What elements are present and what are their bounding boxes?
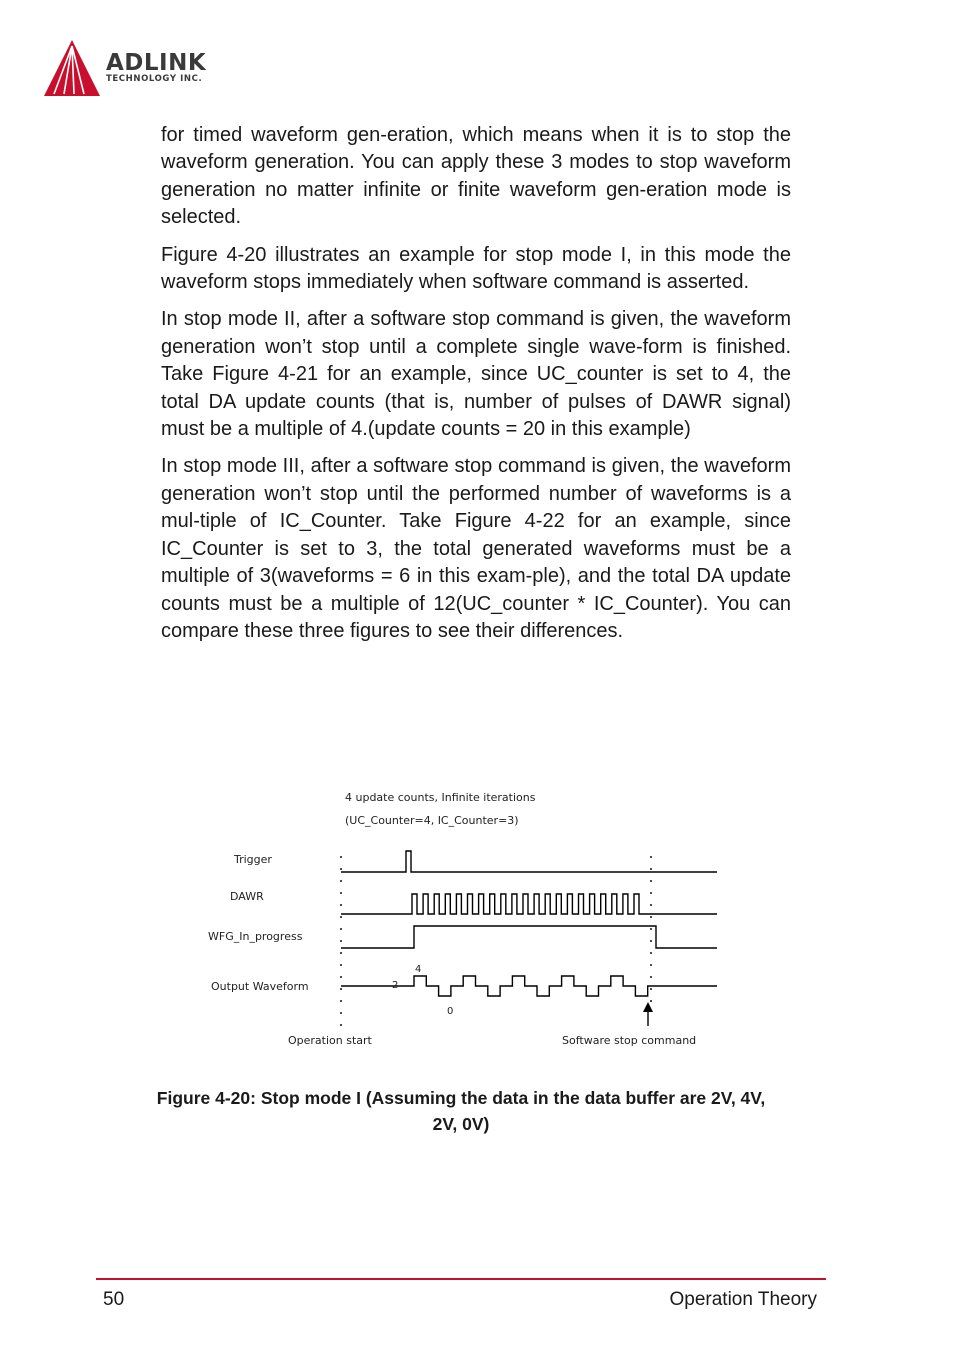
page-number: 50 bbox=[103, 1289, 125, 1310]
dawr-signal bbox=[341, 894, 717, 914]
trigger-signal bbox=[341, 851, 717, 872]
caption-line-1: Figure 4-20: Stop mode I (Assuming the data in the data buffer are 2V, 4V, bbox=[156, 1088, 766, 1108]
arrow-up-icon bbox=[643, 1002, 653, 1026]
label-trigger: Trigger bbox=[234, 853, 272, 866]
paragraph-3: In stop mode II, after a software stop command is given, the waveform generation won’t stop until a complete single wave-form is finished. Take Figure 4-21 for an example, since UC_counter is set to 4, the total DA update counts (that is, number of pulses of DAWR signal) must be a multiple of 4.(update counts = 20 in this example) bbox=[161, 308, 791, 441]
paragraph-4: In stop mode III, after a software stop command is given, the waveform generation won’t stop until the performed number of waveforms is a mul-tiple of IC_Counter. Take Figure 4-22 for an example, since IC_Counter is set to 3, the total generated waveforms must be a multiple of 3(waveforms = 6 in this exam-ple), and the total DA update counts must be a multiple of 12(UC_counter * IC_Counter). You can compare these three figures to see their differences. bbox=[161, 455, 791, 642]
figure-title-line2: (UC_Counter=4, IC_Counter=3) bbox=[345, 814, 519, 827]
figure-title-line1: 4 update counts, Infinite iterations bbox=[345, 791, 536, 804]
label-output-waveform: Output Waveform bbox=[211, 980, 309, 993]
timing-diagram bbox=[200, 784, 730, 1054]
logo-tagline: TECHNOLOGY INC. bbox=[106, 74, 203, 84]
adlink-triangle-icon bbox=[42, 38, 102, 100]
software-stop-label: Software stop command bbox=[562, 1034, 697, 1047]
wfg-signal bbox=[341, 926, 717, 948]
footer-rule bbox=[96, 1278, 826, 1280]
body-text bbox=[161, 122, 791, 655]
level-mark-4: 4 bbox=[415, 964, 422, 975]
label-wfg: WFG_In_progress bbox=[208, 930, 303, 943]
label-dawr: DAWR bbox=[230, 890, 264, 903]
level-mark-0: 0 bbox=[447, 1006, 454, 1017]
caption-line-2: 2V, 0V) bbox=[432, 1114, 490, 1134]
adlink-logo bbox=[42, 38, 242, 100]
figure-caption bbox=[96, 1085, 826, 1137]
logo-wordmark: ADLINK bbox=[106, 50, 207, 76]
paragraph-1: for timed waveform gen-eration, which means when it is to stop the waveform generation. You can apply these 3 modes to stop waveform generation no matter infinite or finite waveform gen-eration mode is selected. bbox=[161, 124, 791, 229]
operation-start-label: Operation start bbox=[288, 1034, 372, 1047]
section-title: Operation Theory bbox=[669, 1289, 817, 1310]
timing-diagram-svg bbox=[200, 784, 730, 1054]
level-mark-2: 2 bbox=[392, 980, 399, 991]
paragraph-2: Figure 4-20 illustrates an example for stop mode I, in this mode the waveform stops immediately when software command is asserted. bbox=[161, 243, 791, 294]
